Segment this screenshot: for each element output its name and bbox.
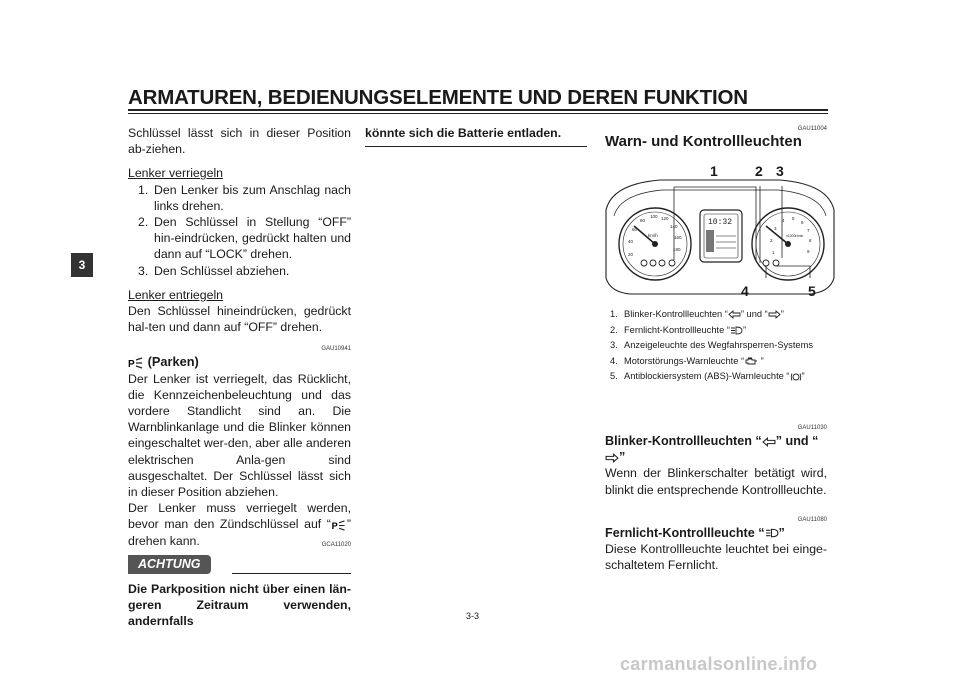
header-rule-thin — [128, 113, 828, 114]
warning-text: Die Parkposition nicht über einen län-geren Zeitraum verwenden, andernfalls — [128, 581, 351, 629]
rpm-tick: 9 — [807, 249, 810, 254]
watermark: carmanualsonline.info — [620, 654, 818, 674]
rpm-tick: 5 — [792, 216, 795, 221]
lock-heading: Lenker verriegeln — [128, 166, 224, 181]
column-3 — [605, 125, 827, 150]
legend-item: 3. Anzeigeleuchte des Wegfahrsperren-Systems — [610, 340, 813, 351]
list-item: 1. Den Lenker bis zum Anschlag nach links drehen. — [138, 182, 351, 213]
warning-end-rule — [365, 146, 587, 147]
speed-tick: 40 — [628, 239, 634, 244]
clock-display: 10:32 — [708, 218, 733, 227]
turn-right-icon — [605, 453, 619, 463]
unlock-heading: Lenker entriegeln — [128, 287, 224, 302]
rpm-tick: 3 — [774, 226, 777, 231]
speed-tick: 160 — [674, 235, 682, 240]
lock-steps — [128, 182, 351, 279]
blinker-heading: Blinker-Kontrollleuchten “ ” und “” — [605, 434, 819, 465]
column-3-sections — [605, 424, 827, 573]
header-rule — [128, 109, 828, 111]
legend-item: 2. Fernlicht-Kontrollleuchte “ ” — [610, 324, 747, 335]
rpm-tick: 1 — [772, 250, 775, 255]
callout-3: 3 — [776, 163, 784, 179]
ref-code: GAU11030 — [797, 425, 827, 431]
parking-symbol-icon — [331, 520, 347, 531]
rpm-tick: 8 — [809, 238, 812, 243]
rpm-tick: 7 — [807, 228, 810, 233]
callout-5: 5 — [808, 283, 816, 299]
section-heading: Warn- und Kontrollleuchten — [605, 133, 802, 150]
ref-code: GAU10941 — [321, 346, 351, 353]
rpm-tick: 6 — [801, 220, 804, 225]
legend-item: 1. Blinker-Kontrollleuchten “ ” und “ ” — [610, 309, 784, 319]
speed-tick: 100 — [650, 214, 658, 219]
callout-2: 2 — [755, 163, 763, 179]
parking-symbol-icon — [128, 357, 144, 369]
achtung-rule — [232, 573, 351, 574]
turn-left-icon — [762, 437, 776, 447]
svg-text:P: P — [128, 359, 135, 370]
speed-tick: 120 — [661, 216, 669, 221]
turn-right-icon — [768, 310, 781, 319]
achtung-badge: ACHTUNG — [128, 555, 211, 574]
rpm-unit: x1000r/min — [786, 234, 804, 238]
column-2 — [365, 125, 587, 147]
legend — [610, 309, 827, 383]
park-text: Der Lenker ist verriegelt, das Rücklicht, die Kennzeichenbeleuchtung und das vordere Standlicht sind an. Die Warnblinkanlage und die Blinker können eingeschaltet wer-den, aber alle anderen elektrischen Anla-gen sind ausgeschaltet. Der Schlüssel lässt sich in dieser Position abziehen. — [128, 371, 351, 500]
high-beam-icon — [730, 326, 743, 335]
speed-tick: 60 — [632, 227, 638, 232]
ref-code: GAU11004 — [797, 126, 827, 132]
speed-tick: 140 — [670, 224, 678, 229]
warning-cont: könnte sich die Batterie entladen. — [365, 126, 562, 140]
park-text-2: Der Lenker muss verriegelt werden, bevor man den Zündschlüssel auf “ P ” drehen kann. — [128, 501, 351, 548]
rpm-tick: 4 — [782, 218, 785, 223]
instrument-panel-illustration — [600, 160, 840, 300]
list-item: 3. Den Schlüssel abziehen. — [138, 263, 290, 278]
high-beam-icon — [765, 528, 779, 538]
achtung-row — [128, 541, 351, 575]
abs-warning-icon — [790, 372, 802, 382]
turn-left-icon — [728, 310, 741, 319]
legend-item: 5. Antiblockiersystem (ABS)-Warnleuchte “ ” — [610, 371, 805, 382]
svg-text:P: P — [331, 520, 338, 531]
park-heading: P (Parken) — [128, 354, 199, 370]
legend-item: 4. Motorstörungs-Warnleuchte “ ” — [610, 355, 764, 366]
rpm-tick: 2 — [770, 238, 773, 243]
speed-unit: km/h — [648, 233, 658, 238]
ref-code: GAU11080 — [797, 516, 827, 523]
page-header: ARMATUREN, BEDIENUNGSELEMENTE UND DEREN FUNKTION — [128, 86, 748, 109]
list-item: 2. Den Schlüssel in Stellung “OFF” hin-eindrücken, gedrückt halten und dann auf “LOCK” drehen. — [138, 215, 351, 262]
unlock-text: Den Schlüssel hineindrücken, gedrückt hal-ten und dann auf “OFF” drehen. — [128, 304, 351, 335]
speed-tick: 20 — [628, 252, 634, 257]
column-3-lower — [610, 309, 827, 383]
column-1 — [128, 125, 351, 629]
callout-4: 4 — [741, 283, 749, 299]
fernlicht-heading: Fernlicht-Kontrollleuchte “ ” — [605, 525, 785, 540]
page-number: 3-3 — [466, 611, 480, 621]
fernlicht-text: Diese Kontrollleuchte leuchtet bei einge-schaltetem Fernlicht. — [605, 542, 827, 573]
speed-tick: 80 — [640, 218, 646, 223]
chapter-tab: 3 — [71, 253, 93, 277]
engine-warning-icon — [744, 357, 758, 366]
ref-code: GCA11020 — [321, 541, 351, 548]
callout-1: 1 — [710, 163, 718, 179]
blinker-text: Wenn der Blinkerschalter betätigt wird, blinkt die entsprechende Kontrollleuchte. — [605, 466, 827, 497]
intro-text: Schlüssel lässt sich in dieser Position ab-ziehen. — [128, 126, 351, 157]
speed-tick: 180 — [673, 247, 681, 252]
